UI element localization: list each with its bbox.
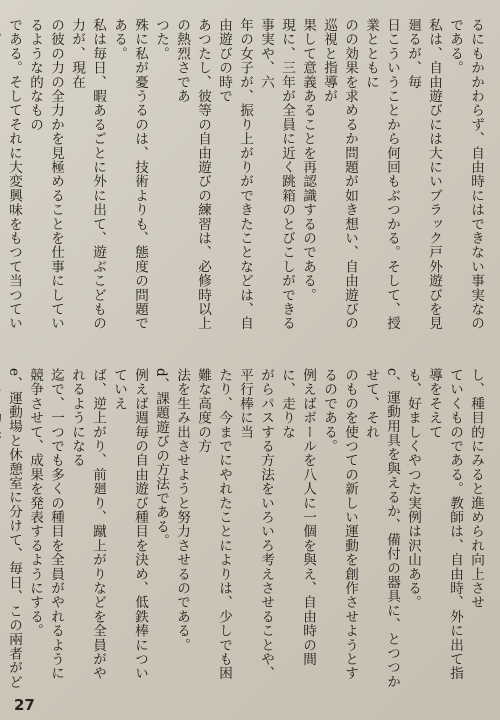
text-line: 例えばボールを八人に一個を與え、自由時の間に、走りな bbox=[279, 368, 316, 667]
text-line: 私は、自由遊びには大にいブラック戸外遊びを見廻るが、毎 bbox=[405, 18, 442, 331]
text-line: 現に、三年が全員に近く跳箱のとびこしができる事実や、六 bbox=[258, 18, 295, 331]
text-line: ば、逆上がり、前廻り、蹴上がりなどを全員がやれるようになる bbox=[69, 368, 106, 681]
text-line: の彼の力の全力かを見極めることを仕事にしているような的なもの bbox=[27, 18, 64, 331]
page-number: 27 bbox=[14, 696, 35, 714]
text-line: 日こういうことから何回もぶつかる。そして、授業とともに bbox=[363, 18, 400, 331]
text-line: のの効果を求めるか問題が如き想い、自由遊びの巡視と指導が bbox=[321, 18, 358, 331]
upper-text-block bbox=[6, 18, 486, 340]
text-line: あつたし、彼等の自由遊びの練習は、必修時以上の熱烈さであ bbox=[174, 18, 211, 331]
text-line: つた。 bbox=[153, 18, 169, 61]
text-line: 殊に私が憂うるのは、技術よりも、態度の問題である。 bbox=[111, 18, 148, 331]
text-line: 果して意義あることを再認識するのである。 bbox=[300, 18, 316, 302]
text-line: も、好ましくやつた実例は沢山ある。 bbox=[405, 368, 421, 610]
text-line: のものを使つての新しい運動を創作させようとするのである。 bbox=[321, 368, 358, 681]
text-line: 法を生み出させようと努力させるのである。 bbox=[174, 368, 190, 652]
text-line: c、運動用具を與えるか、備付の器具に、とつつかせて、それ bbox=[363, 368, 400, 689]
text-line: 年の女子が、振り上がりができたことなどは、自由遊びの時で bbox=[216, 18, 253, 331]
text-line: し、種目的にみると進められ向上させ bbox=[468, 368, 484, 610]
text-line: e、運動場と休憩室に分けて、毎日、この兩者がど bbox=[6, 368, 22, 690]
text-line: 私は毎日、暇あるごとに外に出て、遊ぶこどもの力が、現在 bbox=[69, 18, 106, 331]
lower-text-block bbox=[6, 368, 486, 690]
text-line: である。そしてそれに大変興味をもつて当つてい bbox=[6, 18, 22, 331]
text-line: がらパスする方法をいろいろ考えさせることや、平行棒に当 bbox=[237, 368, 274, 681]
text-line: るにもかかわらず、自由時にはできない事実なのである。 bbox=[447, 18, 484, 331]
text-line: 例えば週毎の自由遊び種目を決め、低鉄棒についていえ bbox=[111, 368, 148, 681]
text-line: d、課題遊びの方法である。 bbox=[153, 368, 169, 548]
text-line: ていくものである。教師は、自由時、外に出て指導をそえて bbox=[426, 368, 463, 681]
text-line: たり、今までにやれたことによりは、少しでも困難な高度の方 bbox=[195, 368, 232, 681]
block-separator bbox=[22, 352, 486, 353]
text-line: 競争させて、成果を発表するようにする。 bbox=[27, 368, 43, 638]
text-line: 迄で、一つでも多くの種目を全員がやれるように bbox=[48, 368, 64, 681]
